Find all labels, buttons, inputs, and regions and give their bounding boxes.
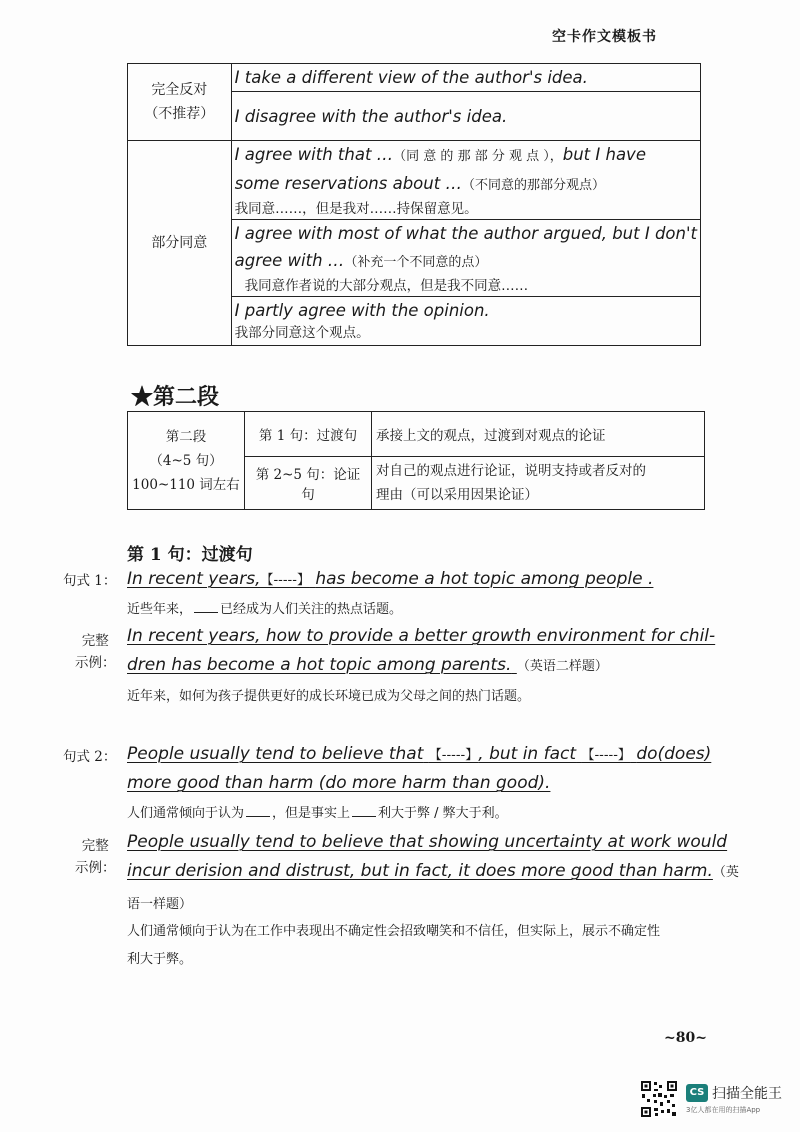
partial-phrase-2 [231, 220, 700, 297]
partial-2-note: （补充一个不同意的点） [344, 255, 488, 270]
paragraph-sentences: （4~5 句） [149, 452, 223, 469]
pattern1-en: In recent years,【-----】 has become a hot topic among people . [127, 569, 654, 589]
pattern1-example-line2: dren has become a hot topic among parents. （英语二样题） [127, 655, 608, 675]
partial-2-en2: agree with … [234, 251, 345, 270]
partial-1-en2: some reservations about … [234, 174, 462, 193]
book-title: 空卡作文模板书 [552, 29, 657, 45]
subsection-heading: 第 1 句：过渡句 [127, 545, 253, 565]
partial-label-cell [128, 141, 232, 346]
oppose-label-cell [128, 64, 232, 141]
oppose-phrase-1: I take a different view of the author's idea. [231, 64, 700, 92]
app-logo-icon: CS [686, 1084, 708, 1102]
paragraph-name: 第二段 [165, 428, 207, 445]
pattern1-cn: 近些年来， 已经成为人们关注的热点话题。 [127, 602, 403, 617]
oppose-label: 完全反对 [151, 82, 208, 98]
pattern2-example-cn2: 利大于弊。 [127, 952, 193, 967]
partial-1-en1b: but I have [562, 145, 646, 164]
row2-desc-line1: 对自己的观点进行论证，说明支持或者反对的 [376, 463, 646, 479]
pattern2-example-cn1: 人们通常倾向于认为在工作中表现出不确定性会招致嘲笑和不信任，但实际上，展示不确定性 [127, 924, 661, 939]
partial-1-cn: 我同意……，但是我对……持保留意见。 [234, 201, 478, 217]
partial-2-cn: 我同意作者说的大部分观点，但是我不同意…… [244, 278, 529, 294]
partial-3-en: I partly agree with the opinion. [234, 301, 490, 320]
row2-desc [372, 457, 705, 510]
opinion-phrases-table [127, 63, 701, 346]
row2-desc-line2: 理由（可以采用因果论证） [376, 487, 538, 503]
row2-label: 第 2~5 句：论证句 [245, 457, 372, 510]
pattern1-example-line1: In recent years, how to provide a better growth environment for chil- [127, 626, 716, 646]
pattern1-example-cn: 近年来，如何为孩子提供更好的成长环境已成为父母之间的热门话题。 [127, 689, 531, 704]
partial-1-note1: （同 意 的 那 部 分 观 点 ）， [393, 149, 563, 164]
app-name: 扫描全能王 [712, 1086, 782, 1102]
paragraph-structure-table [127, 411, 705, 510]
pattern2-en-line1: People usually tend to believe that 【-----】, but in fact 【-----】 do(does) [127, 744, 712, 764]
partial-1-note2: （不同意的那部分观点） [461, 178, 605, 193]
row1-desc: 承接上文的观点，过渡到对观点的论证 [372, 412, 705, 457]
partial-2-en1: I agree with most of what the author argued, but I don't [234, 224, 697, 243]
pattern2-en-line2: more good than harm (do more harm than good). [127, 773, 551, 793]
qr-code-icon [640, 1080, 678, 1118]
partial-label: 部分同意 [151, 235, 208, 251]
scanner-watermark [640, 1080, 790, 1120]
pattern2-example-label: 完整 示例： [75, 838, 116, 876]
pattern1-example-label: 完整 示例： [75, 633, 116, 671]
pattern2-label: 句式 2： [63, 749, 117, 765]
row1-label: 第 1 句：过渡句 [245, 412, 372, 457]
section-heading: ★第二段 [131, 384, 220, 410]
oppose-label-note: （不推荐） [144, 106, 215, 122]
partial-3-cn: 我部分同意这个观点。 [234, 325, 370, 341]
oppose-phrase-2: I disagree with the author's idea. [231, 92, 700, 141]
pattern2-example-line2: incur derision and distrust, but in fact, it does more good than harm.（英 [127, 861, 739, 881]
pattern2-cn: 人们通常倾向于认为 ，但是事实上 利大于弊 / 弊大于利。 [127, 806, 508, 821]
paragraph-info-cell [128, 412, 245, 510]
app-tagline: 3亿人都在用的扫描App [686, 1106, 761, 1114]
paragraph-words: 100~110 词左右 [132, 476, 240, 493]
partial-1-en1: I agree with that … [234, 145, 394, 164]
pattern1-label: 句式 1： [63, 573, 117, 589]
partial-phrase-3 [231, 297, 700, 346]
partial-phrase-1 [231, 141, 700, 220]
pattern2-example-note: 语一样题） [127, 897, 193, 912]
page-number: ~80~ [664, 1030, 707, 1046]
pattern2-example-line1: People usually tend to believe that showing uncertainty at work would [127, 832, 728, 852]
